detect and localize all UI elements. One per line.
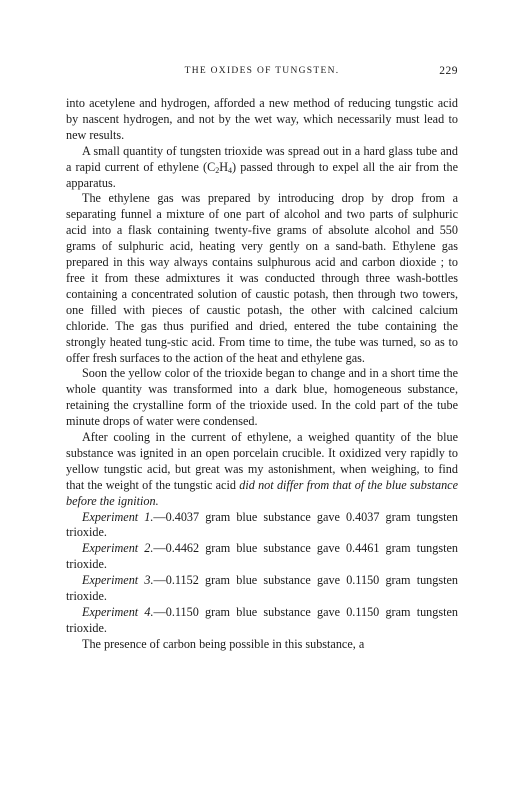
experiment-text: —0.1150 gram blue substance gave 0.1150 gram tungsten trioxide. [66, 605, 458, 635]
formula-element: H [219, 159, 229, 174]
experiment-text: —0.4462 gram blue substance gave 0.4461 gram tungsten trioxide. [66, 541, 458, 572]
paragraph-text: After cooling in the current of ethylene, a weighed quantity of the blue substance was ignited in an open porcelain crucible. It oxidized very rapidly to yellow tungstic acid, but great was my astonishment, when weighing, to find that the weight of the tungstic acid [66, 430, 458, 492]
paragraph-text: ) passed through to expel all the air from the apparatus. [66, 159, 458, 190]
page-number: 229 [439, 65, 458, 77]
running-head [66, 66, 458, 82]
paragraph-gas-preparation: The ethylene gas was prepared by introducing drop by drop from a separating funnel a mixture of one part of alcohol and two parts of sulphuric acid into a flask containing twenty-five grams of absolute alcohol and 550 grams of sulphuric acid, heating very gently on a sand-bath. Ethylene gas prepared in this way always contains sulphurous acid and carbon dioxide ; to free it from these admixtures it was conducted through three wash-bottles containing a concentrated solution of caustic potash, then through two towers, one filled with pieces of caustic potash, the other with calcined calcium chloride. The gas thus purified and dried, entered the tube containing the strongly heated tung-stic acid. From time to time, the tube was turned, so as to offer fresh surfaces to the action of the heat and ethylene gas. [66, 191, 458, 365]
formula [215, 160, 232, 174]
paragraph-ethylene-setup [66, 144, 458, 192]
emphasis-text: did not differ from that of the blue substance before the ignition. [66, 477, 458, 508]
subscript: 4 [228, 165, 233, 175]
experiment-line [66, 541, 458, 573]
experiment-label: Experiment 1. [82, 509, 154, 524]
experiment-line [66, 510, 458, 542]
running-title: THE OXIDES OF TUNGSTEN. [184, 66, 340, 76]
paragraph-color-change: Soon the yellow color of the trioxide began to change and in a short time the whole quantity was transformed into a dark blue, homogeneous substance, retaining the crystalline form of the trioxide used. In the cold part of the tube minute drops of water were condensed. [66, 366, 458, 429]
experiment-label: Experiment 3. [82, 573, 154, 588]
paragraph-ignition [66, 430, 458, 510]
paragraph-continuation: into acetylene and hydrogen, afforded a new method of reducing tungstic acid by nascent hydrogen, and not by the wet way, which necessarily must lead to new results. [66, 96, 458, 142]
paragraph-text: A small quantity of tungsten trioxide was spread out in a hard glass tube and a rapid current of ethylene (C [66, 143, 458, 174]
subscript: 2 [215, 165, 220, 175]
experiment-text: —0.1152 gram blue substance gave 0.1150 gram tungsten trioxide. [66, 573, 458, 604]
paragraph-carbon: The presence of carbon being possible in this substance, a [82, 636, 365, 651]
experiment-line [66, 605, 458, 637]
experiment-label: Experiment 4. [82, 605, 154, 619]
experiment-line [66, 573, 458, 605]
experiment-label: Experiment 2. [82, 541, 154, 556]
body-text [66, 96, 458, 653]
experiment-text: —0.4037 gram blue substance gave 0.4037 gram tungsten trioxide. [66, 509, 458, 540]
